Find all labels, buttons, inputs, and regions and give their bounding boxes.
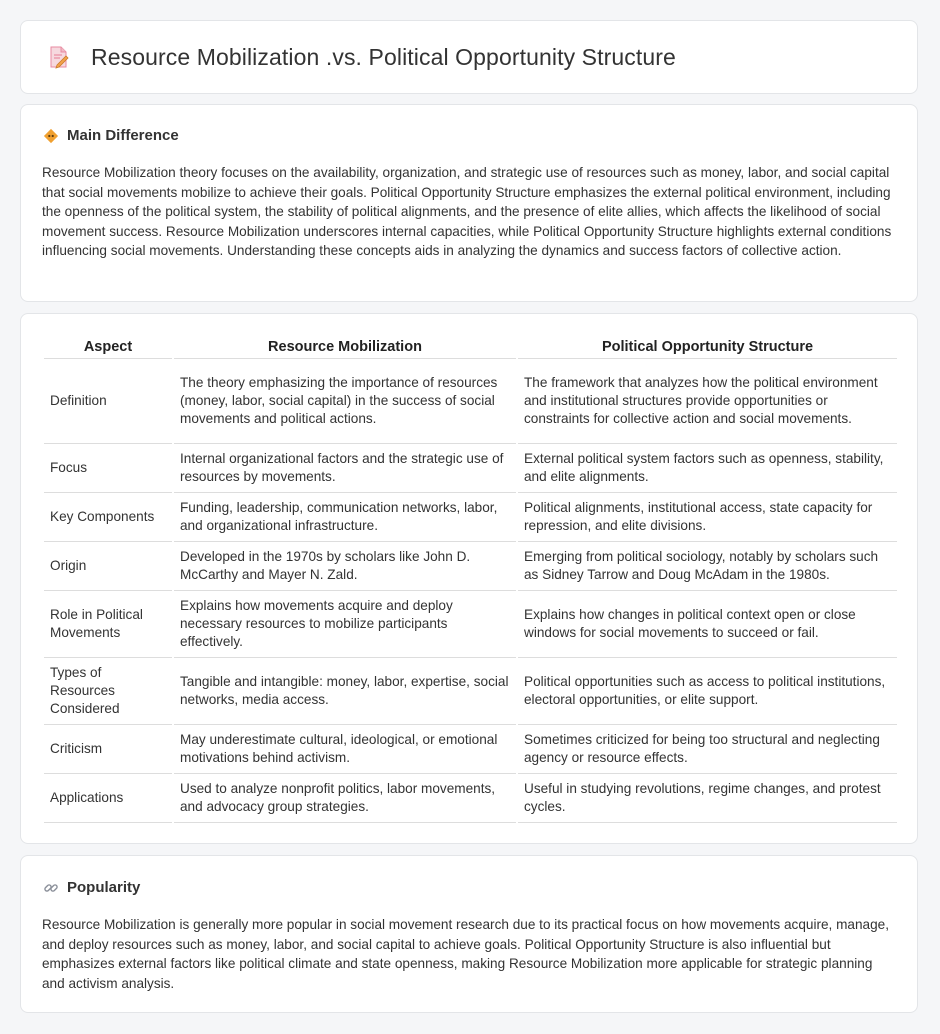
aspect-cell: Focus bbox=[44, 444, 172, 493]
aspect-cell: Origin bbox=[44, 542, 172, 591]
table-row bbox=[44, 725, 897, 774]
pos-cell: External political system factors such as openness, stability, and elite alignments. bbox=[518, 444, 897, 493]
header-card bbox=[20, 20, 918, 94]
table-row bbox=[44, 493, 897, 542]
popularity-title: Popularity bbox=[67, 879, 141, 896]
aspect-cell: Key Components bbox=[44, 493, 172, 542]
comparison-table-card bbox=[20, 313, 918, 844]
pos-cell: Explains how changes in political context open or close windows for social movements to succeed or fail. bbox=[518, 591, 897, 658]
aspect-cell: Applications bbox=[44, 774, 172, 823]
aspect-cell: Criticism bbox=[44, 725, 172, 774]
rm-cell: Used to analyze nonprofit politics, labor movements, and advocacy group strategies. bbox=[174, 774, 516, 823]
diamond-sign-icon bbox=[43, 128, 59, 144]
table-row bbox=[44, 542, 897, 591]
aspect-cell: Role in Political Movements bbox=[44, 591, 172, 658]
pos-cell: Sometimes criticized for being too structural and neglecting agency or resource effects. bbox=[518, 725, 897, 774]
pos-cell: Useful in studying revolutions, regime changes, and protest cycles. bbox=[518, 774, 897, 823]
pos-cell: Political opportunities such as access to political institutions, electoral opportunities, or elite support. bbox=[518, 658, 897, 725]
pos-cell: Political alignments, institutional access, state capacity for repression, and elite divisions. bbox=[518, 493, 897, 542]
header-aspect: Aspect bbox=[44, 336, 172, 359]
pos-cell: Emerging from political sociology, notably by scholars such as Sidney Tarrow and Doug McAdam in the 1980s. bbox=[518, 542, 897, 591]
header-resource-mobilization: Resource Mobilization bbox=[174, 336, 516, 359]
rm-cell: Internal organizational factors and the strategic use of resources by movements. bbox=[174, 444, 516, 493]
popularity-section bbox=[20, 855, 918, 1013]
table-row bbox=[44, 359, 897, 444]
aspect-cell: Definition bbox=[44, 359, 172, 444]
header-political-opportunity-structure: Political Opportunity Structure bbox=[518, 336, 897, 359]
main-difference-title: Main Difference bbox=[67, 127, 179, 144]
page-title: Resource Mobilization .vs. Political Opportunity Structure bbox=[91, 43, 676, 70]
rm-cell: Tangible and intangible: money, labor, expertise, social networks, media access. bbox=[174, 658, 516, 725]
table-row bbox=[44, 444, 897, 493]
rm-cell: Explains how movements acquire and deploy necessary resources to mobilize participants effectively. bbox=[174, 591, 516, 658]
document-pencil-icon bbox=[47, 45, 71, 69]
pos-cell: The framework that analyzes how the political environment and institutional structures provide opportunities or constraints for collective action and social movements. bbox=[518, 359, 897, 444]
rm-cell: Developed in the 1970s by scholars like John D. McCarthy and Mayer N. Zald. bbox=[174, 542, 516, 591]
comparison-table bbox=[42, 336, 899, 823]
rm-cell: The theory emphasizing the importance of resources (money, labor, social capital) in the success of social movements and political actions. bbox=[174, 359, 516, 444]
rm-cell: May underestimate cultural, ideological, or emotional motivations behind activism. bbox=[174, 725, 516, 774]
aspect-cell: Types of Resources Considered bbox=[44, 658, 172, 725]
table-row bbox=[44, 658, 897, 725]
table-row bbox=[44, 774, 897, 823]
table-row bbox=[44, 591, 897, 658]
rm-cell: Funding, leadership, communication networks, labor, and organizational infrastructure. bbox=[174, 493, 516, 542]
link-icon bbox=[43, 880, 59, 896]
main-difference-text: Resource Mobilization theory focuses on the availability, organization, and strategic use of resources such as money, labor, and social capital that social movements mobilize to achieve their goals. Political Opportunity Structure emphasizes the external political environment, including the openness of the political system, the stability of political alignments, and the presence of elite allies, which affects the likelihood of social movement success. Resource Mobilization underscores internal capacities, while Political Opportunity Structure highlights external conditions influencing social movements. Understanding these concepts aids in analyzing the dynamics and success factors of collective action. bbox=[42, 165, 892, 258]
popularity-text: Resource Mobilization is generally more popular in social movement research due to its practical focus on how movements acquire, manage, and deploy resources such as money, labor, and social capital to achieve goals. Political Opportunity Structure is also influential but emphasizes external factors like political climate and state openness, making Resource Mobilization more applicable for strategic planning and activism analysis. bbox=[42, 917, 890, 991]
main-difference-section bbox=[20, 104, 918, 302]
table-header-row bbox=[44, 336, 897, 359]
